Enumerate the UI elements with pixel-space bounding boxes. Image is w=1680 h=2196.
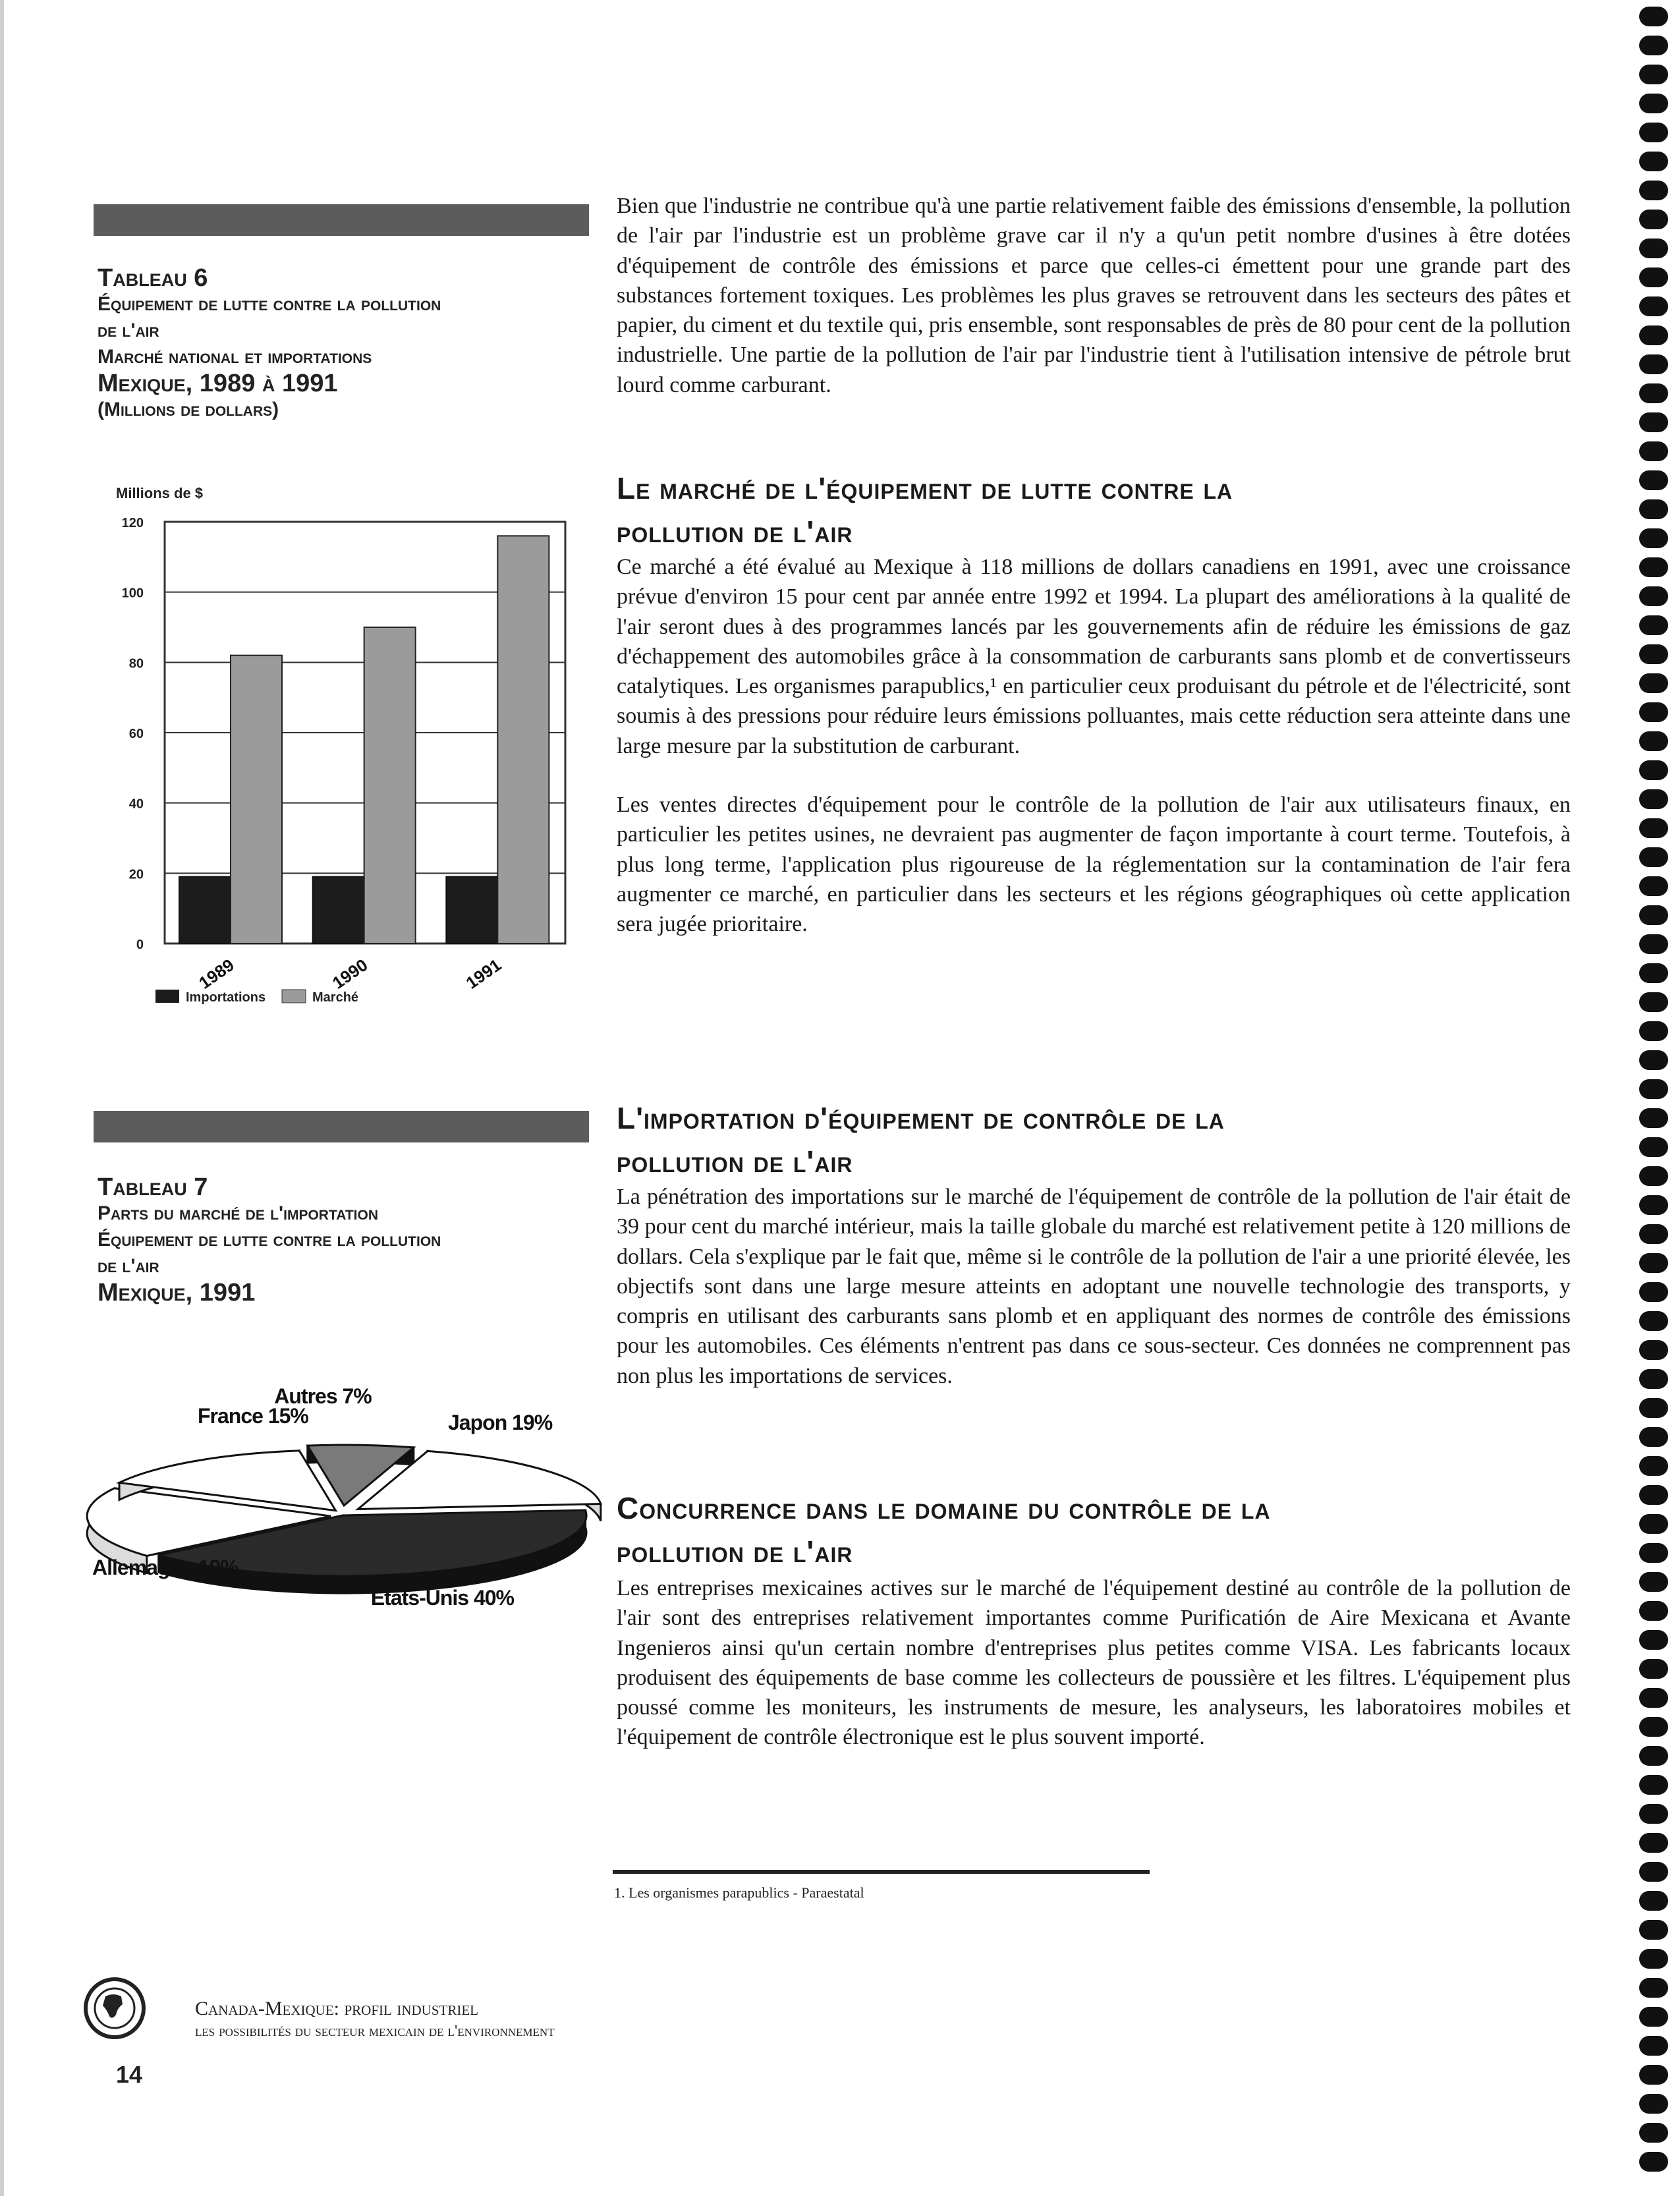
binding-hole <box>1639 586 1668 606</box>
binding-hole <box>1639 731 1668 751</box>
binding-hole <box>1639 818 1668 838</box>
binding-hole <box>1639 1514 1668 1534</box>
binding-hole <box>1639 934 1668 954</box>
binding-hole <box>1639 123 1668 142</box>
binding-hole <box>1639 1775 1668 1795</box>
heading-line: pollution de l'air <box>617 515 853 549</box>
binding-hole <box>1639 2094 1668 2114</box>
binding-hole <box>1639 1920 1668 1940</box>
y-tick-label: 20 <box>128 867 144 882</box>
binding-hole <box>1639 1050 1668 1070</box>
binding-hole <box>1639 528 1668 548</box>
binding-hole <box>1639 1485 1668 1505</box>
footnote-rule <box>613 1870 1150 1874</box>
paragraph: Les entreprises mexicaines actives sur le marché de l'équipement destiné au contrôle de la pollution de l'air sont des entreprises relativement importantes comme Purificatión de Aire Mexicana et Avante Ingenieros ainsi qu'un certain nombre d'entreprises plus petites comme VISA. Les fabricants locaux produisent des équipements de base comme les collecteurs de poussière et les filtres. L'équipement plus poussé comme les moniteurs, les instruments de mesure, les analyseurs, les laboratoires mobiles et l'équipement de contrôle électronique est le plus souvent importé. <box>617 1576 1571 1750</box>
y-axis-label: Millions de $ <box>116 485 204 501</box>
binding-hole <box>1639 789 1668 809</box>
binding-hole <box>1639 296 1668 316</box>
legend-label-importations: Importations <box>186 990 266 1005</box>
paragraph: Ce marché a été évalué au Mexique à 118 millions de dollars canadiens en 1991, avec une croissance prévue d'environ 15 pour cent par année entre 1992 et 1994. La plupart des améliorations à la qualité de l'air seront dues à des programmes lancés par les gouvernements afin de réduire les émissions de gaz d'échappement des automobiles grâce à la consommation de carburants sans plomb et de convertisseurs catalytiques. Les organismes parapublics,¹ en particulier ceux produisant du pétrole et de l'électricité, sont soumis à des pressions pour réduire leurs émissions polluantes, mais cette réduction sera atteinte dans une large mesure par la substitution de carburant. <box>617 555 1571 758</box>
y-tick-label: 60 <box>128 727 144 741</box>
binding-hole <box>1639 1282 1668 1302</box>
binding-hole <box>1639 847 1668 867</box>
y-tick-label: 40 <box>128 797 144 812</box>
footnote: 1. Les organismes parapublics - Paraestatal <box>614 1884 864 1901</box>
table6-line: Marché national et importations <box>98 346 372 368</box>
binding-hole <box>1639 181 1668 200</box>
section2-body <box>617 1182 1571 1420</box>
paragraph: La pénétration des importations sur le marché de l'équipement de contrôle de la pollution de l'air était de 39 pour cent du marché intérieur, mais la taille globale du marché est relativement petite à 120 millions de dollars. Cela s'explique par le fait que, même si le contrôle de la pollution de l'air a une priorité élevée, les objectifs sont dans une large mesure atteints en adoptant une nouvelle technologie des transports, y compris en utilisant des carburants sans plomb et en appliquant des normes de contrôle des émissions pour les automobiles. Ces éléments n'entrent pas dans ce sous-secteur. Ces données ne comprennent pas non plus les importations de services. <box>617 1185 1571 1388</box>
table7-line: Mexique, 1991 <box>98 1279 256 1307</box>
pie-chart <box>79 1377 606 1614</box>
heading-line: Concurrence dans le domaine du contrôle de la <box>617 1491 1271 1525</box>
heading-line: pollution de l'air <box>617 1144 853 1179</box>
binding-hole <box>1639 963 1668 983</box>
binding-hole <box>1639 7 1668 26</box>
binding-hole <box>1639 470 1668 490</box>
spiral-binding <box>1639 7 1671 2187</box>
table6-line: de l'air <box>98 320 159 341</box>
binding-hole <box>1639 702 1668 722</box>
section2-heading <box>617 1096 1225 1183</box>
y-tick-label: 0 <box>136 938 144 952</box>
binding-hole <box>1639 1659 1668 1679</box>
table7-line: Parts du marché de l'importation <box>98 1202 379 1224</box>
binding-hole <box>1639 992 1668 1012</box>
table6-caption <box>98 265 441 423</box>
binding-hole <box>1639 383 1668 403</box>
binding-hole <box>1639 1224 1668 1244</box>
binding-hole <box>1639 1572 1668 1592</box>
binding-hole <box>1639 1369 1668 1389</box>
binding-hole <box>1639 152 1668 171</box>
binding-hole <box>1639 1630 1668 1650</box>
table6-line: (Millions de dollars) <box>98 399 279 420</box>
binding-hole <box>1639 2123 1668 2143</box>
bar-importations <box>313 877 364 943</box>
paragraph: Les ventes directes d'équipement pour le contrôle de la pollution de l'air aux utilisateurs finaux, en particulier les petites usines, ne devraient pas augmenter de façon importante à court terme. Toutefois, à plus long terme, l'application plus rigoureuse de la réglementation sur la contamination de l'air fera augmenter ce marché, en particulier dans les secteurs et les régions géographiques où cette application sera jugée prioritaire. <box>617 793 1571 937</box>
binding-hole <box>1639 2065 1668 2085</box>
bar-chart <box>92 474 580 1028</box>
table7-line: de l'air <box>98 1255 159 1277</box>
y-tick-label: 120 <box>121 516 144 530</box>
binding-hole <box>1639 1253 1668 1273</box>
binding-hole <box>1639 1137 1668 1157</box>
bar-importations <box>446 877 497 943</box>
heading-line: pollution de l'air <box>617 1534 853 1569</box>
pie-label: Autres 7% <box>274 1384 372 1408</box>
section3-heading <box>617 1486 1271 1573</box>
footer-subtitle: les possibilités du secteur mexicain de l'environnement <box>195 2023 555 2040</box>
table6-line: Mexique, 1989 à 1991 <box>98 370 338 397</box>
table7-rule <box>94 1111 589 1142</box>
binding-hole <box>1639 1311 1668 1331</box>
binding-hole <box>1639 1601 1668 1621</box>
binding-hole <box>1639 1340 1668 1360</box>
table6-line: Équipement de lutte contre la pollution <box>98 293 441 315</box>
footer-title: Canada-Mexique: profil industriel <box>195 1998 478 2019</box>
binding-hole <box>1639 1862 1668 1882</box>
section3-body <box>617 1573 1571 1782</box>
y-tick-label: 80 <box>128 656 144 671</box>
legend-swatch-importations <box>155 990 179 1003</box>
binding-hole <box>1639 1717 1668 1737</box>
binding-hole <box>1639 499 1668 519</box>
binding-hole <box>1639 1021 1668 1041</box>
section1-heading <box>617 466 1233 553</box>
binding-hole <box>1639 1949 1668 1969</box>
binding-hole <box>1639 1108 1668 1128</box>
table7-caption <box>98 1174 441 1306</box>
binding-hole <box>1639 760 1668 780</box>
binding-hole <box>1639 1978 1668 1998</box>
binding-hole <box>1639 673 1668 693</box>
binding-hole <box>1639 239 1668 258</box>
binding-hole <box>1639 267 1668 287</box>
binding-hole <box>1639 1456 1668 1476</box>
page-number: 14 <box>116 2061 143 2088</box>
table6-title: Tableau 6 <box>98 264 208 292</box>
binding-hole <box>1639 325 1668 345</box>
x-tick-label: 1991 <box>462 955 505 993</box>
binding-hole <box>1639 876 1668 896</box>
binding-hole <box>1639 36 1668 55</box>
pie-label: États-Unis 40% <box>370 1586 514 1610</box>
binding-hole <box>1639 441 1668 461</box>
binding-hole <box>1639 2152 1668 2172</box>
binding-hole <box>1639 210 1668 229</box>
bar-marche <box>497 536 549 943</box>
globe-logo-icon <box>83 1977 146 2040</box>
heading-line: Le marché de l'équipement de lutte contre la <box>617 471 1233 505</box>
binding-hole <box>1639 412 1668 432</box>
binding-hole <box>1639 557 1668 577</box>
binding-hole <box>1639 1833 1668 1853</box>
binding-hole <box>1639 1427 1668 1447</box>
pie-label: Japon 19% <box>448 1411 553 1434</box>
binding-hole <box>1639 94 1668 113</box>
binding-hole <box>1639 1746 1668 1766</box>
binding-hole <box>1639 1891 1668 1911</box>
section1-body <box>617 552 1571 969</box>
binding-hole <box>1639 1804 1668 1824</box>
table7-line: Équipement de lutte contre la pollution <box>98 1229 441 1251</box>
x-tick-label: 1989 <box>195 955 238 993</box>
binding-hole <box>1639 354 1668 374</box>
binding-hole <box>1639 1398 1668 1418</box>
intro-paragraph <box>617 191 1571 429</box>
legend-label-marche: Marché <box>312 990 359 1005</box>
page-left-edge <box>0 0 4 2196</box>
paragraph: Bien que l'industrie ne contribue qu'à une partie relativement faible des émissions d'ensemble, la pollution de l'air par l'industrie est un problème grave car il n'y a qu'un petit nombre d'usines à être dotées d'équipement de contrôle des émissions et parce que celles-ci émettent pour une grande part des substances fortement toxiques. Les problèmes les plus graves se retrouvent dans les secteurs des pâtes et papier, du ciment et du textile qui, pris ensemble, sont responsables de près de 80 pour cent de la pollution industrielle. Une partie de la pollution de l'air par l'industrie tient à l'utilisation intensive de pétrole brut lourd comme carburant. <box>617 194 1571 397</box>
legend-swatch-marche <box>282 990 306 1003</box>
binding-hole <box>1639 2007 1668 2027</box>
binding-hole <box>1639 65 1668 84</box>
bar-marche <box>364 627 416 943</box>
table7-title: Tableau 7 <box>98 1173 208 1201</box>
bar-marche <box>231 656 282 943</box>
binding-hole <box>1639 2036 1668 2056</box>
table6-rule <box>94 204 589 236</box>
binding-hole <box>1639 644 1668 664</box>
binding-hole <box>1639 1166 1668 1186</box>
binding-hole <box>1639 615 1668 635</box>
binding-hole <box>1639 1688 1668 1708</box>
pie-label: France 15% <box>198 1404 308 1428</box>
heading-line: L'importation d'équipement de contrôle de la <box>617 1101 1225 1135</box>
binding-hole <box>1639 1543 1668 1563</box>
binding-hole <box>1639 905 1668 925</box>
bar-importations <box>179 877 231 943</box>
binding-hole <box>1639 1195 1668 1215</box>
y-tick-label: 100 <box>121 586 144 601</box>
binding-hole <box>1639 1079 1668 1099</box>
pie-label: Allemagne 19% <box>92 1556 238 1579</box>
x-tick-label: 1990 <box>328 955 372 993</box>
